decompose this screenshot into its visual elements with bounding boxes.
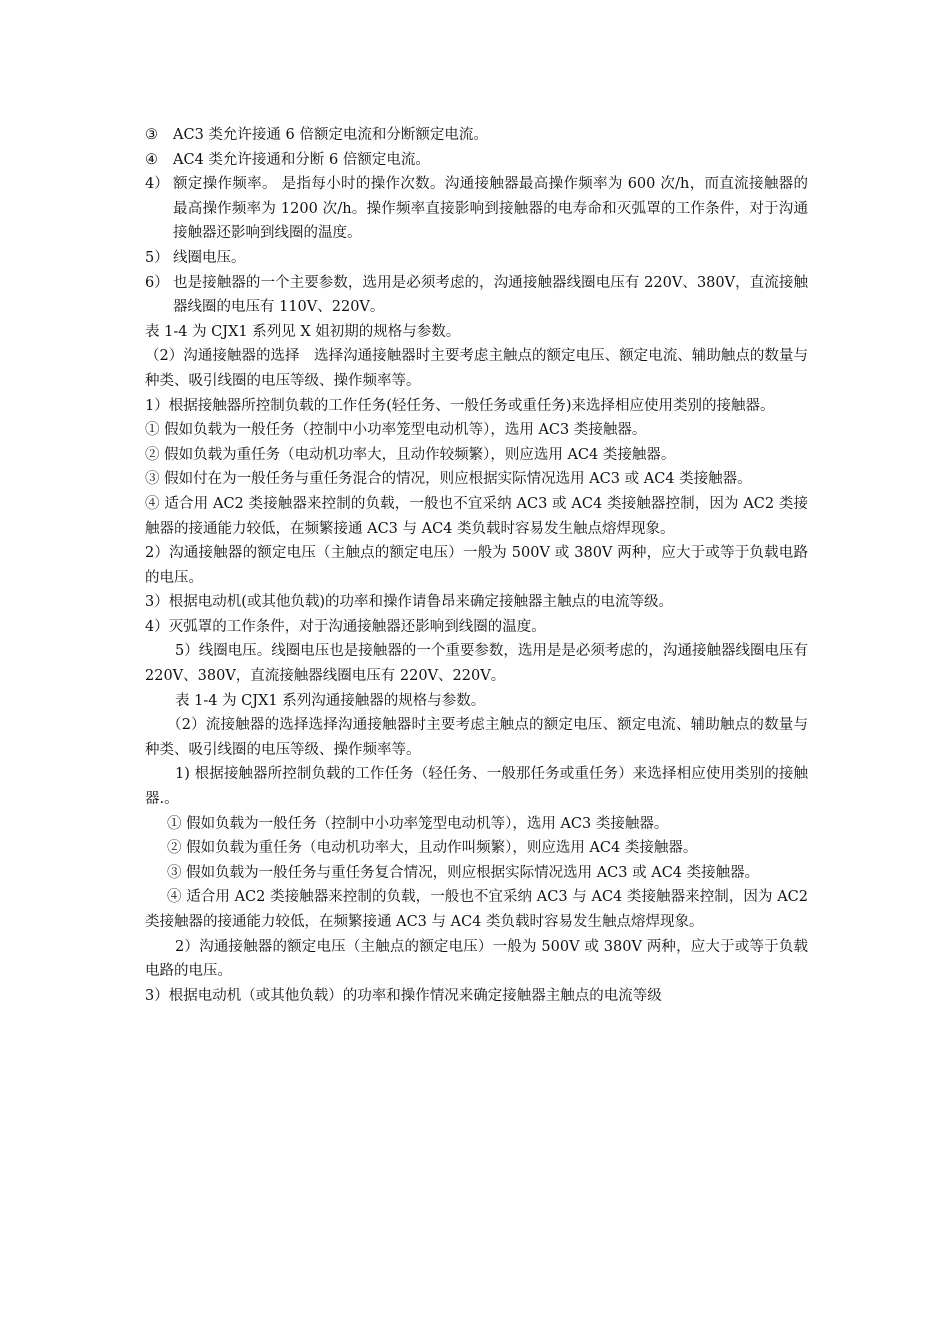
list-text: AC3 类允许接通 6 倍额定电流和分断额定电流。 (173, 127, 488, 143)
document-body (145, 123, 808, 1008)
list-marker: 4） (145, 176, 169, 193)
paragraph-ac2-note: ④ 适合用 AC2 类接触器来控制的负载，一般也不宜采纳 AC3 或 AC4 类接触器控制，因为 AC2 类接触器的接通能力较低，在频繁接通 AC3 与 AC4 类负载时容易发生触点熔焊现象。 (145, 495, 808, 537)
list-marker: ④ (145, 151, 158, 168)
paragraph-selection-heading: （2）沟通接触器的选择 选择沟通接触器时主要考虑主触点的额定电压、额定电流、辅助触点的数量与种类、吸引线圈的电压等级、操作频率等。 (145, 348, 808, 389)
list-marker: 5） (145, 249, 169, 266)
paragraph-ac2-note-2: ④ 适合用 AC2 类接触器来控制的负载，一般也不宜采纳 AC3 与 AC4 类接触器来控制，因为 AC2 类接触器的接通能力较低，在频繁接通 AC3 与 AC4 类负载时容易发生触点熔焊现象。 (145, 889, 808, 930)
paragraph-mixed-task: ③ 假如付在为一般任务与重任务混合的情况，则应根据实际情况选用 AC3 或 AC4 类接触器。 (145, 471, 752, 488)
paragraph-current-level-2: 3）根据电动机（或其他负载）的功率和操作情况来确定接触器主触点的电流等级 (145, 987, 662, 1004)
paragraph-mixed-task-2: ③ 假如负载为一般任务与重任务复合情况，则应根据实际情况选用 AC3 或 AC4 类接触器。 (167, 864, 760, 881)
paragraph-coil-voltage: 5）线圈电压。线圈电压也是接触器的一个重要参数，选用是是必须考虑的，沟通接触器线圈电压有 220V、380V，直流接触器线圈电压有 220V、220V。 (145, 643, 808, 685)
list-text: 额定操作频率。 是指每小时的操作次数。沟通接触器最高操作频率为 600 次/h，而直流接触器的最高操作频率为 1200 次/h。操作频率直接影响到接触器的电寿命和灭弧罩的工作条件，对于沟通接触器还影响到线圈的温度。 (173, 176, 808, 242)
paragraph-general-task: ① 假如负载为一般任务（控制中小功率笼型电动机等），选用 AC3 类接触器。 (145, 422, 647, 439)
list-text: 也是接触器的一个主要参数，选用是必须考虑的，沟通接触器线圈电压有 220V、380V，直流接触器线圈的电压有 110V、220V。 (173, 274, 808, 316)
paragraph-table-ref: 表 1-4 为 CJX1 系列见 X 姐初期的规格与参数。 (145, 323, 461, 340)
list-text: 线圈电压。 (173, 249, 246, 266)
paragraph-current-level: 3）根据电动机(或其他负载)的功率和操作请鲁昂来确定接触器主触点的电流等级。 (145, 594, 674, 611)
paragraph-table-ref-2: 表 1-4 为 CJX1 系列沟通接触器的规格与参数。 (175, 692, 486, 709)
list-item-ac4 (145, 148, 808, 173)
paragraph-heavy-task: ② 假如负载为重任务（电动机功率大，且动作较频繁），则应选用 AC4 类接触器。 (145, 446, 676, 463)
paragraph-general-task-2: ① 假如负载为一般任务（控制中小功率笼型电动机等），选用 AC3 类接触器。 (167, 815, 669, 832)
paragraph-selection-heading-2: （2）流接触器的选择选择沟通接触器时主要考虑主触点的额定电压、额定电流、辅助触点的数量与种类、吸引线圈的电压等级、操作频率等。 (145, 717, 808, 758)
list-marker: ③ (145, 127, 158, 143)
list-item-coil-voltage (145, 246, 808, 271)
list-item-parameter (145, 271, 808, 320)
paragraph-task-type-2: 1) 根据接触器所控制负载的工作任务（轻任务、一般那任务或重任务）来选择相应使用类别的接触器.。 (145, 766, 808, 808)
paragraph-rated-voltage: 2）沟通接触器的额定电压（主触点的额定电压）一般为 500V 或 380V 两种，应大于或等于负载电路的电压。 (145, 545, 808, 586)
paragraph-heavy-task-2: ② 假如负载为重任务（电动机功率大，且动作叫频繁），则应选用 AC4 类接触器。 (167, 840, 698, 857)
list-marker: 6） (145, 274, 169, 291)
paragraph-task-type: 1）根据接触器所控制负载的工作任务(轻任务、一般任务或重任务)来选择相应使用类别的接触器。 (145, 397, 775, 414)
paragraph-arc-chute: 4）灭弧罩的工作条件，对于沟通接触器还影响到线圈的温度。 (145, 618, 546, 635)
list-item-operating-frequency (145, 172, 808, 246)
list-text: AC4 类允许接通和分断 6 倍额定电流。 (173, 151, 430, 168)
list-item-ac3 (145, 123, 808, 148)
paragraph-rated-voltage-2: 2）沟通接触器的额定电压（主触点的额定电压）一般为 500V 或 380V 两种，应大于或等于负载电路的电压。 (145, 938, 808, 980)
